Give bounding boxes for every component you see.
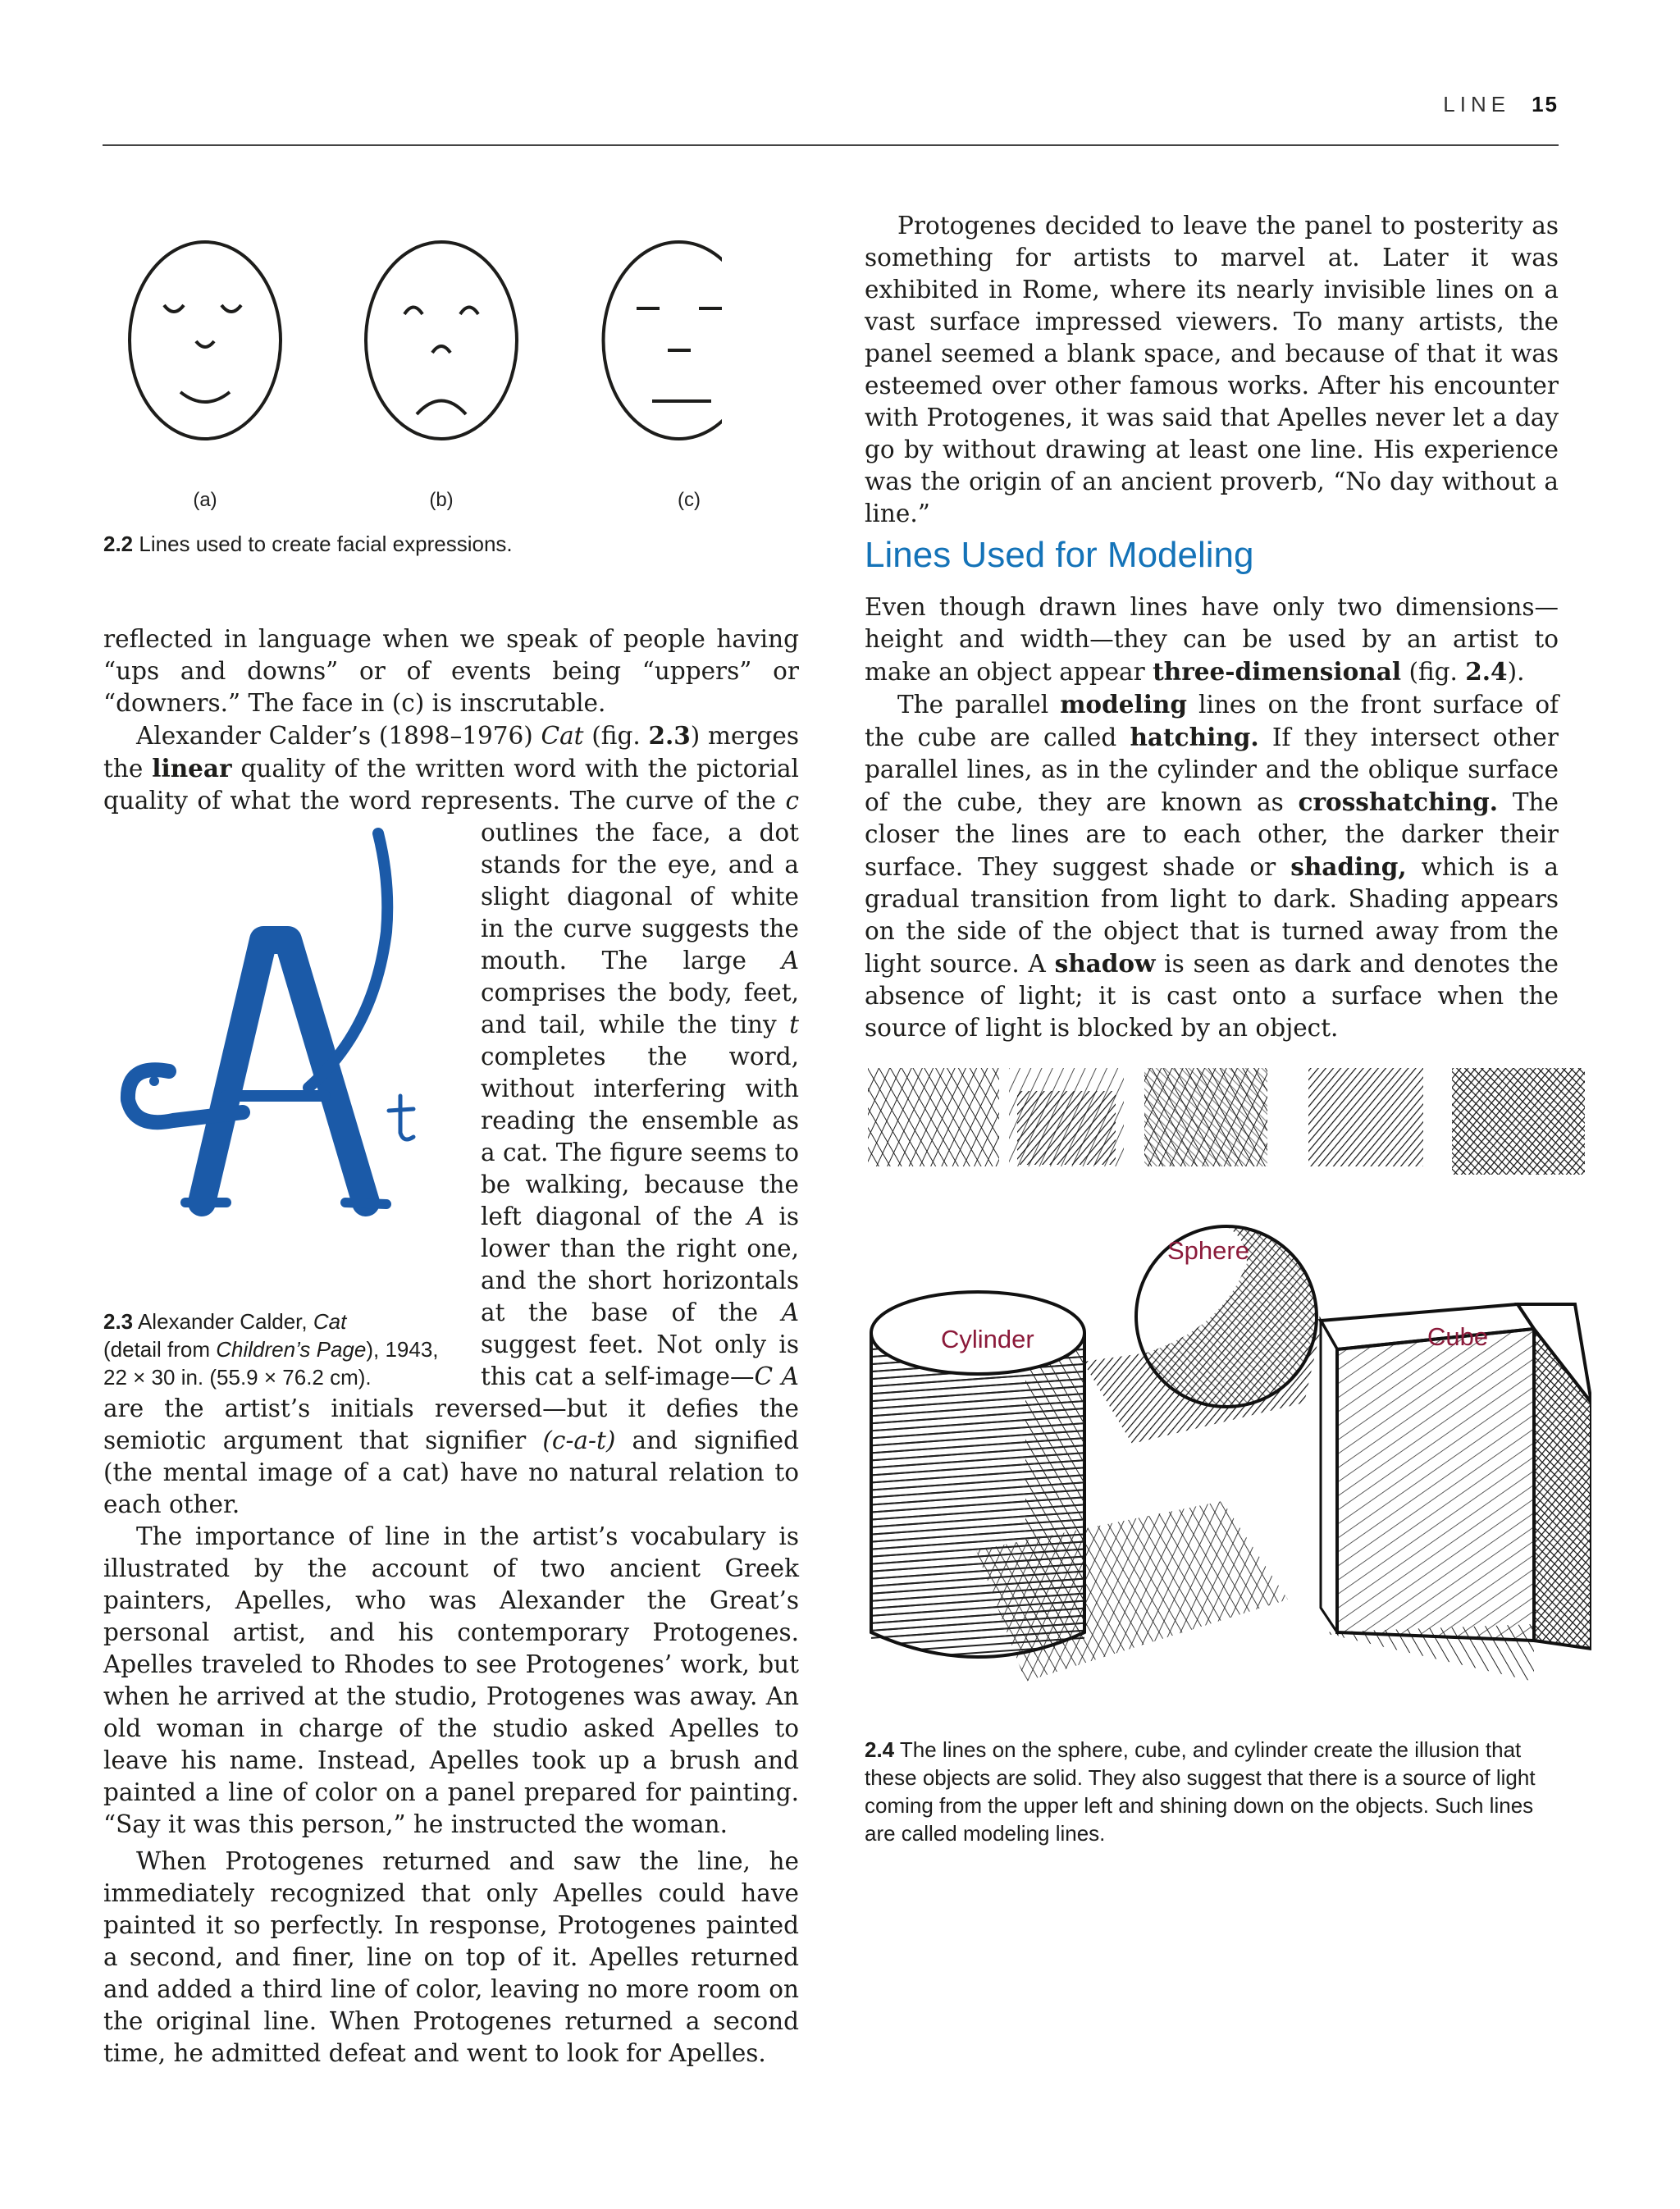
cylinder-label: Cylinder <box>941 1325 1034 1353</box>
face-a <box>130 242 281 439</box>
right-paragraph-1: Protogenes decided to leave the panel to posterity as something for artists to marvel at. Later it was exhibited in Rome, where its nearly invisible lines on a vast surface impressed viewers. To many artists, the panel seemed a blank space, and because of that it was esteemed over other famous works. After his encounter with Protogenes, it was said that Apelles never let a day go by without drawing at least one line. His experience was the origin of an ancient proverb, “No day without a line.” <box>865 212 1559 527</box>
figure-2-3 <box>103 817 481 1391</box>
caption-number: 2.2 <box>103 532 134 556</box>
left-paragraph-1: reflected in language when we speak of people having “ups and downs” or of events being “uppers” or “downers.” The face in (c) is inscrutable. <box>103 625 799 717</box>
left-paragraph-3: The importance of line in the artist’s vocabulary is illustrated by the account of two ancient Greek painters, Apelles, who was Alexander the Great’s personal artist, and his contemporary Protogenes. Apelles traveled to Rhodes to see Protogenes’ work, but when he arrived at the studio, Protogenes was away. An old woman in charge of the studio asked Apelles to leave his name. Instead, Apelles took up a brush and painted a line of color on a panel prepared for painting. “Say it was this person,” he instructed the woman. <box>103 1522 799 1838</box>
face-c <box>604 242 723 439</box>
figure-2-2-faces <box>115 230 722 513</box>
cube-drawing <box>1321 1304 1591 1649</box>
left-paragraph-2: Alexander Calder’s (1898–1976) Cat (fig. 2.3) merges the linear quality of the written word with the pictorial quality of what the word represents. The curve of the c 2.3 Alexander Calder, Cat (detail from Children’s Page), 1943, 22 × 30 in. (55.9 × 76.2 cm). outlines the face, a dot stands for the eye, and a slight diagonal of white in the curve suggests the mouth. The large A comprises the body, feet, and tail, while the tiny t completes the word, without interfering with reading the ensemble as a cat. The figure seems to be walking, because the left diagonal of the A is lower than the right one, and the short horizontals at the base of the A suggest feet. Not only is this cat a self-image—C A are the artist’s initials reversed—but it defies the semiotic argument that signifier (c-a-t) and signified (the mental image of a cat) have no natural relation to each other. <box>103 721 800 1518</box>
caption-number: 2.4 <box>865 1737 895 1762</box>
figure-2-4-modeling <box>861 1058 1591 1714</box>
face-label-a: (a) <box>193 489 217 511</box>
face-label-b: (b) <box>429 489 454 511</box>
header-rule <box>103 144 1559 146</box>
figure-2-2-caption <box>103 530 760 558</box>
left-paragraph-4: When Protogenes returned and saw the line, he immediately recognized that only Apelles could have painted it so perfectly. In response, Protogenes painted a second, and finer, line on top of it. Apelles returned and added a third line of color, leaving no more room on the original line. When Protogenes returned a second time, he admitted defeat and went to look for Apelles. <box>103 1847 799 2067</box>
figure-2-4-caption <box>865 1736 1559 1847</box>
hatching-swatches <box>868 1068 1585 1175</box>
right-paragraph-3: The parallel modeling lines on the front surface of the cube are called hatching. If they intersect other parallel lines, as in the cylinder and the oblique surface of the cube, they are known as crosshatching. The closer the lines are to each other, the darker their surface. They suggest shade or shading, which is a gradual transition from light to dark. Shading appears on the side of the object that is turned away from the light source. A shadow is seen as dark and denotes the absence of light; it is cast onto a surface when the source of light is blocked by an object. <box>865 690 1559 1042</box>
right-column-top <box>865 210 1559 530</box>
section-heading: Lines Used for Modeling <box>865 535 1254 575</box>
calder-cat-artwork <box>103 817 431 1252</box>
right-column-body <box>865 591 1559 1044</box>
caption-text: Lines used to create facial expressions. <box>139 532 513 556</box>
caption-text: The lines on the sphere, cube, and cylinder create the illusion that these objects are solid. They also suggest that there is a source of light coming from the upper left and shining down on the objects. Such lines are called modeling lines. <box>865 1737 1536 1846</box>
running-head <box>1443 92 1559 117</box>
section-title: LINE <box>1443 92 1511 116</box>
left-column <box>103 623 799 2070</box>
sphere-label: Sphere <box>1167 1236 1249 1265</box>
face-label-c: (c) <box>678 489 701 511</box>
figure-2-3-caption: 2.3 Alexander Calder, Cat (detail from Children’s Page), 1943, 22 × 30 in. (55.9 × 76.2 cm). <box>103 1309 439 1390</box>
cube-label: Cube <box>1427 1322 1489 1351</box>
right-paragraph-2: Even though drawn lines have only two dimensions—height and width—they can be used by an artist to make an object appear three-dimensional (fig. 2.4). <box>865 593 1559 686</box>
page-number: 15 <box>1532 92 1559 116</box>
face-b <box>366 242 517 439</box>
